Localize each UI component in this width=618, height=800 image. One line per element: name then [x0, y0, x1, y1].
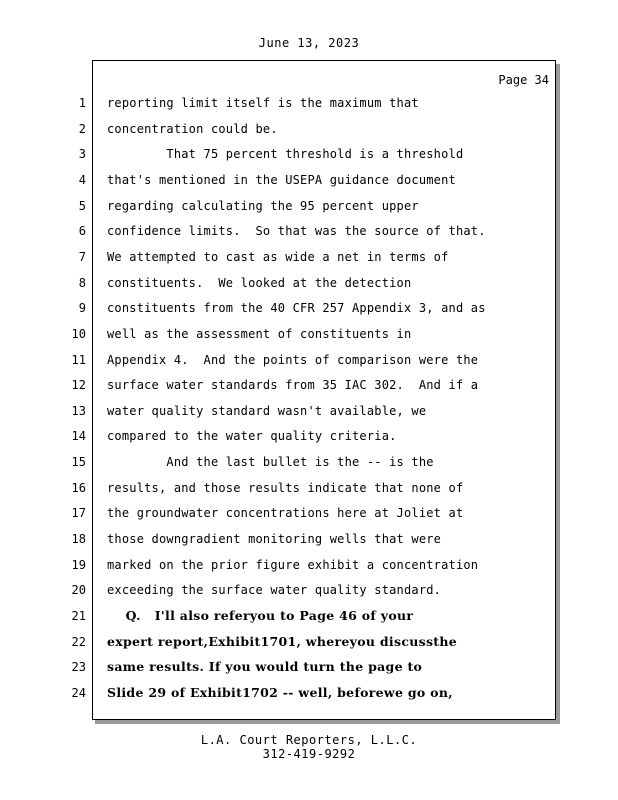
transcript-line: water quality standard wasn't available, we	[107, 404, 427, 418]
page-number: Page 34	[498, 73, 549, 87]
line-number: 24	[71, 686, 86, 700]
transcript-line: Slide 29 of Exhibit1702 -- well, beforewe go on,	[107, 685, 453, 700]
line-number: 9	[78, 301, 86, 315]
line-number: 8	[78, 276, 86, 290]
transcript-line: surface water standards from 35 IAC 302. And if a	[107, 378, 479, 392]
line-number: 2	[78, 122, 86, 136]
line-number: 21	[71, 609, 86, 623]
transcript-line: constituents. We looked at the detection	[107, 276, 412, 290]
line-number: 11	[71, 353, 86, 367]
line-number: 14	[71, 429, 86, 443]
line-number: 22	[71, 635, 86, 649]
transcript-line: reporting limit itself is the maximum that	[107, 96, 419, 110]
line-number: 15	[71, 455, 86, 469]
transcript-line: same results. If you would turn the page to	[107, 659, 423, 674]
transcript-line: results, and those results indicate that none of	[107, 481, 464, 495]
line-number: 19	[71, 558, 86, 572]
line-number: 18	[71, 532, 86, 546]
transcript-line: confidence limits. So that was the source of that.	[107, 224, 486, 238]
line-number: 3	[78, 147, 86, 161]
line-number: 23	[71, 660, 86, 674]
header-date: June 13, 2023	[258, 36, 360, 50]
transcript-line: well as the assessment of constituents in	[107, 327, 412, 341]
transcript-line: regarding calculating the 95 percent upper	[107, 199, 419, 213]
transcript-line: exceeding the surface water quality standard.	[107, 583, 442, 597]
transcript-line: concentration could be.	[107, 122, 278, 136]
line-number: 13	[71, 404, 86, 418]
transcript-line: those downgradient monitoring wells that were	[107, 532, 442, 546]
footer-phone: 312-419-9292	[262, 747, 356, 761]
transcript-line: constituents from the 40 CFR 257 Appendix 3, and as	[107, 301, 486, 315]
transcript-line: That 75 percent threshold is a threshold	[107, 147, 464, 161]
line-number: 10	[71, 327, 86, 341]
line-number: 4	[78, 173, 86, 187]
line-number: 12	[71, 378, 86, 392]
line-number: 6	[78, 224, 86, 238]
transcript-line: Appendix 4. And the points of comparison were the	[107, 353, 479, 367]
transcript-line: And the last bullet is the -- is the	[107, 455, 434, 469]
line-number: 1	[78, 96, 86, 110]
line-number: 16	[71, 481, 86, 495]
transcript-line: that's mentioned in the USEPA guidance document	[107, 173, 456, 187]
line-number: 7	[78, 250, 86, 264]
transcript-line: Q. I'll also referyou to Page 46 of your	[107, 608, 414, 623]
transcript-line: marked on the prior figure exhibit a concentration	[107, 558, 479, 572]
transcript-line: We attempted to cast as wide a net in terms of	[107, 250, 449, 264]
line-number: 17	[71, 506, 86, 520]
line-number: 5	[78, 199, 86, 213]
transcript-line: the groundwater concentrations here at Joliet at	[107, 506, 464, 520]
transcript-line: compared to the water quality criteria.	[107, 429, 397, 443]
footer-company: L.A. Court Reporters, L.L.C.	[200, 733, 418, 747]
transcript-line: expert report,Exhibit1701, whereyou discussthe	[107, 634, 458, 649]
line-number: 20	[71, 583, 86, 597]
